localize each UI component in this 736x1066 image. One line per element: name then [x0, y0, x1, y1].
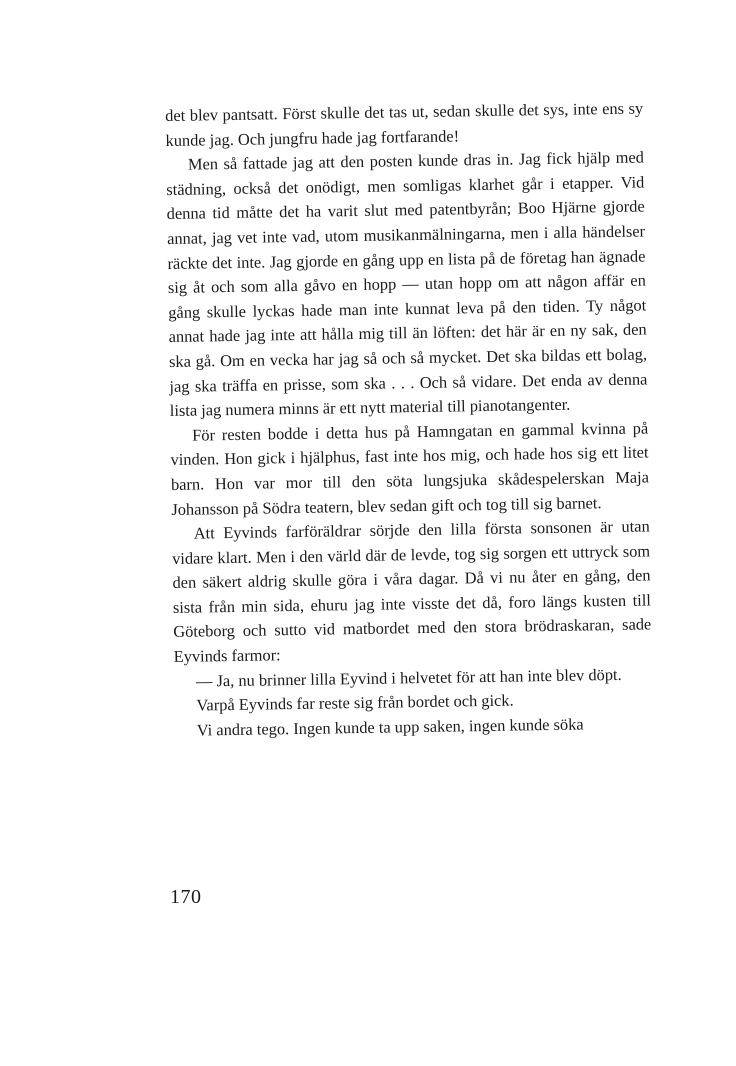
paragraph-7: Vi andra tego. Ingen kunde ta upp saken, ingen kunde söka — [196, 714, 584, 740]
paragraph-2: Men så fattade jag att den posten kunde dras in. Jag fick hjälp med städning, också det onödigt, men somligas klarhet går i etapper. Vid denna tid måtte det ha varit slut med patentbyrån; Boo Hjärne gjorde annat, jag vet inte vad, utom musikanmälningarna, men i alla händelser räckte det inte. Jag gjorde en gång upp en lista på de företag han ägnade sig åt och som alla gåvo en hopp — utan hopp om att någon affär en gång skulle lyckas hade man inte kunnat leva på den tiden. Ty något annat hade jag inte att hålla mig till än löften: det här är en ny sak, den ska gå. Om en vecka har jag så och så mycket. Det ska bildas ett bolag, jag ska träffa en prisse, som ska . . . Och så vidare. Det enda av denna lista jag numera minns är ett nytt material till pianotangenter. — [166, 147, 648, 421]
paragraph-6: Varpå Eyvinds far reste sig från bordet och gick. — [196, 690, 514, 715]
page-number: 170 — [170, 886, 202, 908]
body-text — [165, 96, 653, 743]
paragraph-1: det blev pantsatt. Först skulle det tas ut, sedan skulle det sys, inte ens sy kunde jag. Och jungfru hade jag fortfarande! — [165, 98, 644, 150]
paragraph-3: För resten bodde i detta hus på Hamngatan en gammal kvinna på vinden. Hon gick i hjälphus, fast inte hos mig, och hade hos sig ett litet barn. Hon var mor till den söta lungsjuka skådespelerskan Maja Johansson på Södra teatern, blev sedan gift och tog till sig barnet. — [170, 418, 650, 519]
paragraph-4: Att Eyvinds farföräldrar sörjde den lilla första sonsonen är utan vidare klart. Men i den värld där de levde, tog sig sorgen ett uttryck som den säkert aldrig skulle göra i våra dagar. Då vi nu åter en gång, den sista från min sida, ehuru jag inte visste det då, foro längs kusten till Göteborg och sutto vid matbordet med den stora brödraskaran, sade Eyvinds farmor: — [171, 516, 652, 666]
paragraph-5-dialogue: — Ja, nu brinner lilla Eyvind i helvetet för att han inte blev döpt. — [195, 664, 622, 691]
